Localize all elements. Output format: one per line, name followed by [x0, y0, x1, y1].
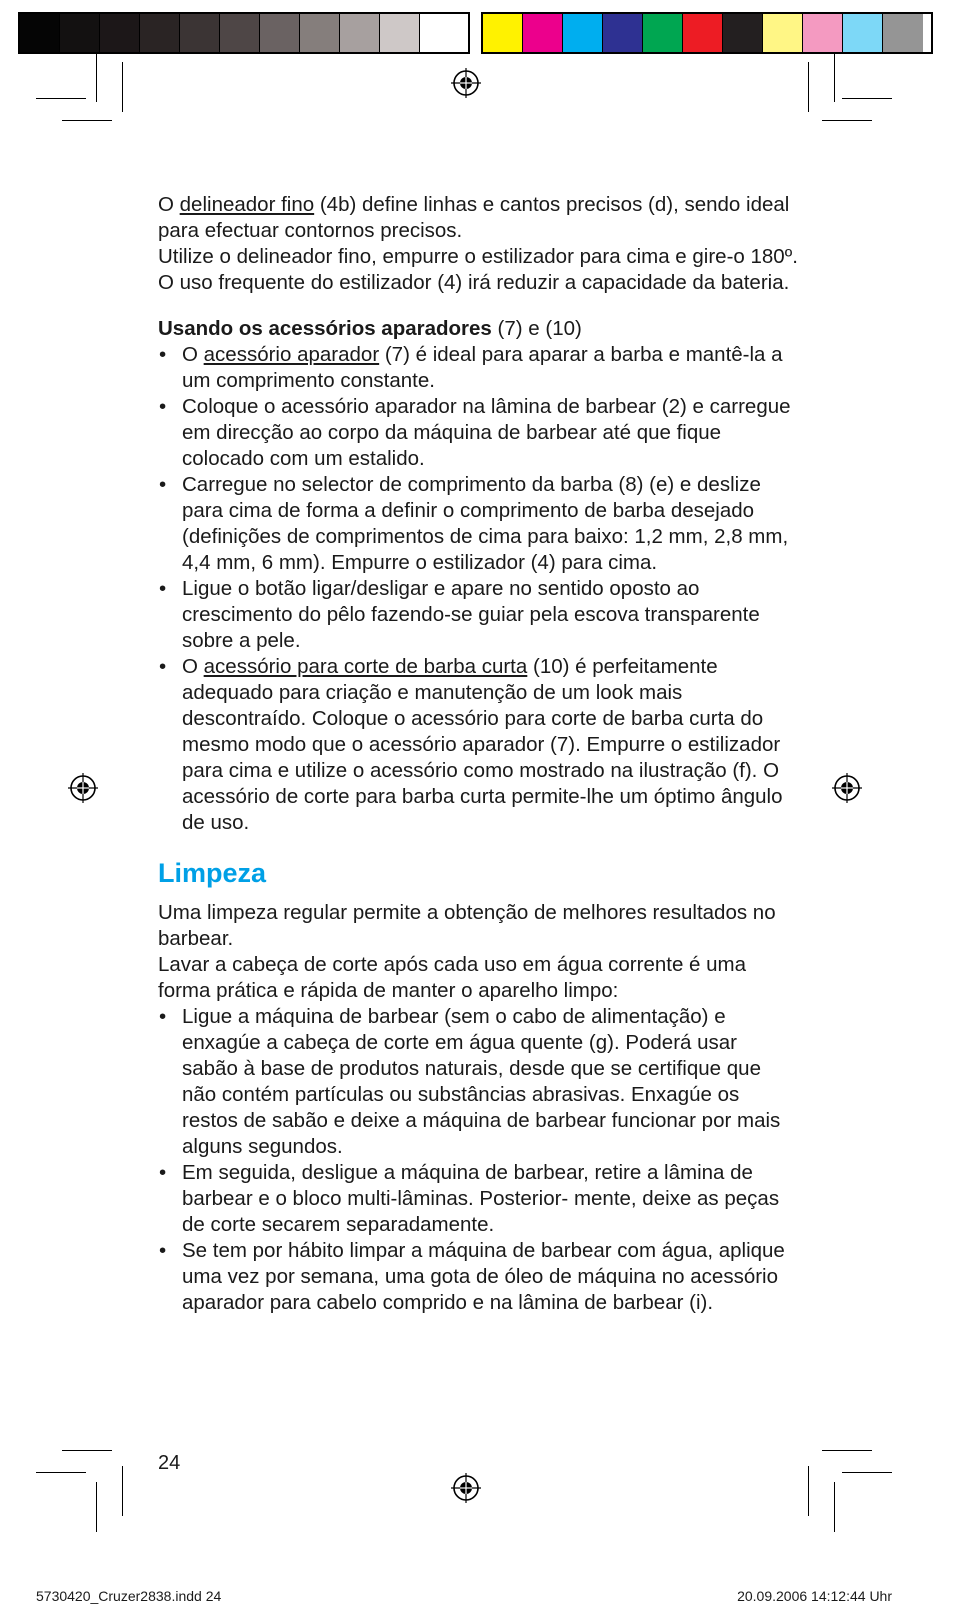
registration-mark-icon — [68, 773, 98, 803]
gray-swatch — [300, 14, 340, 52]
trim-instructions-list — [158, 342, 798, 836]
grayscale-color-bar — [18, 12, 470, 54]
list-item: • O acessório para corte de barba curta (10) é perfeitamente adequado para criação e manutenção de um look mais descontraído. Coloque o acessório para corte de barba curta do mesmo modo que o acessório aparador (7). Empurre o estilizador para cima e utilize o acessório como mostrado na ilustração (f). O acessório de corte para barba curta permite-lhe um óptimo ângulo de uso. — [158, 654, 798, 836]
crop-mark — [808, 62, 809, 112]
list-item: • O acessório aparador (7) é ideal para aparar a barba e mantê-la a um comprimento constante. — [158, 342, 798, 394]
slug-datetime: 20.09.2006 14:12:44 Uhr — [737, 1588, 892, 1604]
gray-swatch — [100, 14, 140, 52]
intro-paragraph: O delineador fino (4b) define linhas e cantos precisos (d), sendo ideal para efectuar contornos precisos. — [158, 193, 790, 242]
list-item: • Carregue no selector de comprimento da barba (8) (e) e deslize para cima de forma a definir o comprimento de barba desejado (definições de comprimentos de cima para baixo: 1,2 mm, 2,8 mm, 4,4 mm, 6 mm). Empurre o estilizador (4) para cima. — [158, 472, 798, 576]
cleaning-paragraph: Lavar a cabeça de corte após cada uso em água corrente é uma forma prática e rápida de manter o aparelho limpo: — [158, 953, 747, 1002]
term-acessorio-barba-curta: acessório para corte de barba curta — [203, 655, 528, 678]
page-content — [158, 192, 798, 1316]
page-number: 24 — [158, 1452, 181, 1474]
gray-swatch — [340, 14, 380, 52]
term-acessorio-aparador: acessório aparador — [203, 343, 380, 366]
color-swatch — [883, 14, 923, 52]
cleaning-paragraph: Uma limpeza regular permite a obtenção de melhores resultados no barbear. — [158, 901, 776, 950]
gray-swatch — [380, 14, 420, 52]
color-swatch — [483, 14, 523, 52]
process-color-bar — [481, 12, 933, 54]
crop-mark — [62, 120, 112, 121]
crop-mark — [122, 62, 123, 112]
crop-mark — [822, 120, 872, 121]
crop-mark — [36, 98, 86, 99]
list-item: • Ligue a máquina de barbear (sem o cabo de alimentação) e enxagúe a cabeça de corte em água quente (g). Poderá usar sabão à base de produtos naturais, desde que se certifique que não contém partículas ou substâncias abrasivas. Enxagúe os restos de sabão e deixe a máquina de barbear funcionar por mais alguns segundos. — [158, 1004, 798, 1160]
gray-swatch — [60, 14, 100, 52]
color-swatch — [643, 14, 683, 52]
crop-mark — [822, 1450, 872, 1451]
gray-swatch — [20, 14, 60, 52]
intro-paragraph: O uso frequente do estilizador (4) irá reduzir a capacidade da bateria. — [158, 271, 790, 294]
crop-mark — [36, 1472, 86, 1473]
crop-mark — [842, 98, 892, 99]
list-item: • Coloque o acessório aparador na lâmina de barbear (2) e carregue em direcção ao corpo da máquina de barbear até que fique colocado com um estalido. — [158, 394, 798, 472]
registration-mark-icon — [451, 1473, 481, 1503]
color-swatch — [803, 14, 843, 52]
trim-heading: Usando os acessórios aparadores (7) e (10) — [158, 317, 582, 340]
crop-mark — [808, 1466, 809, 1516]
crop-mark — [122, 1466, 123, 1516]
intro-paragraph: Utilize o delineador fino, empurre o estilizador para cima e gire-o 180º. — [158, 245, 798, 268]
crop-mark — [96, 1482, 97, 1532]
section-title-limpeza: Limpeza — [158, 858, 267, 888]
color-swatch — [723, 14, 763, 52]
color-swatch — [563, 14, 603, 52]
cleaning-instructions-list — [158, 1004, 798, 1316]
term-delineador-fino: delineador fino — [179, 193, 315, 216]
registration-mark-icon — [832, 773, 862, 803]
color-swatch — [603, 14, 643, 52]
gray-swatch — [220, 14, 260, 52]
gray-swatch — [180, 14, 220, 52]
list-item: • Em seguida, desligue a máquina de barbear, retire a lâmina de barbear e o bloco multi-lâminas. Posterior- mente, deixe as peças de corte secarem separadamente. — [158, 1160, 798, 1238]
color-swatch — [683, 14, 723, 52]
crop-mark — [834, 1482, 835, 1532]
gray-swatch — [260, 14, 300, 52]
crop-mark — [842, 1472, 892, 1473]
slug-filename: 5730420_Cruzer2838.indd 24 — [36, 1588, 222, 1604]
crop-mark — [834, 52, 835, 102]
crop-mark — [96, 52, 97, 102]
color-swatch — [843, 14, 883, 52]
crop-mark — [62, 1450, 112, 1451]
gray-swatch — [420, 14, 460, 52]
color-swatch — [763, 14, 803, 52]
list-item: • Ligue o botão ligar/desligar e apare no sentido oposto ao crescimento do pêlo fazendo-se guiar pela escova transparente sobre a pele. — [158, 576, 798, 654]
list-item: • Se tem por hábito limpar a máquina de barbear com água, aplique uma vez por semana, uma gota de óleo de máquina no acessório aparador para cabelo comprido e na lâmina de barbear (i). — [158, 1238, 798, 1316]
registration-mark-icon — [451, 68, 481, 98]
gray-swatch — [140, 14, 180, 52]
color-swatch — [523, 14, 563, 52]
